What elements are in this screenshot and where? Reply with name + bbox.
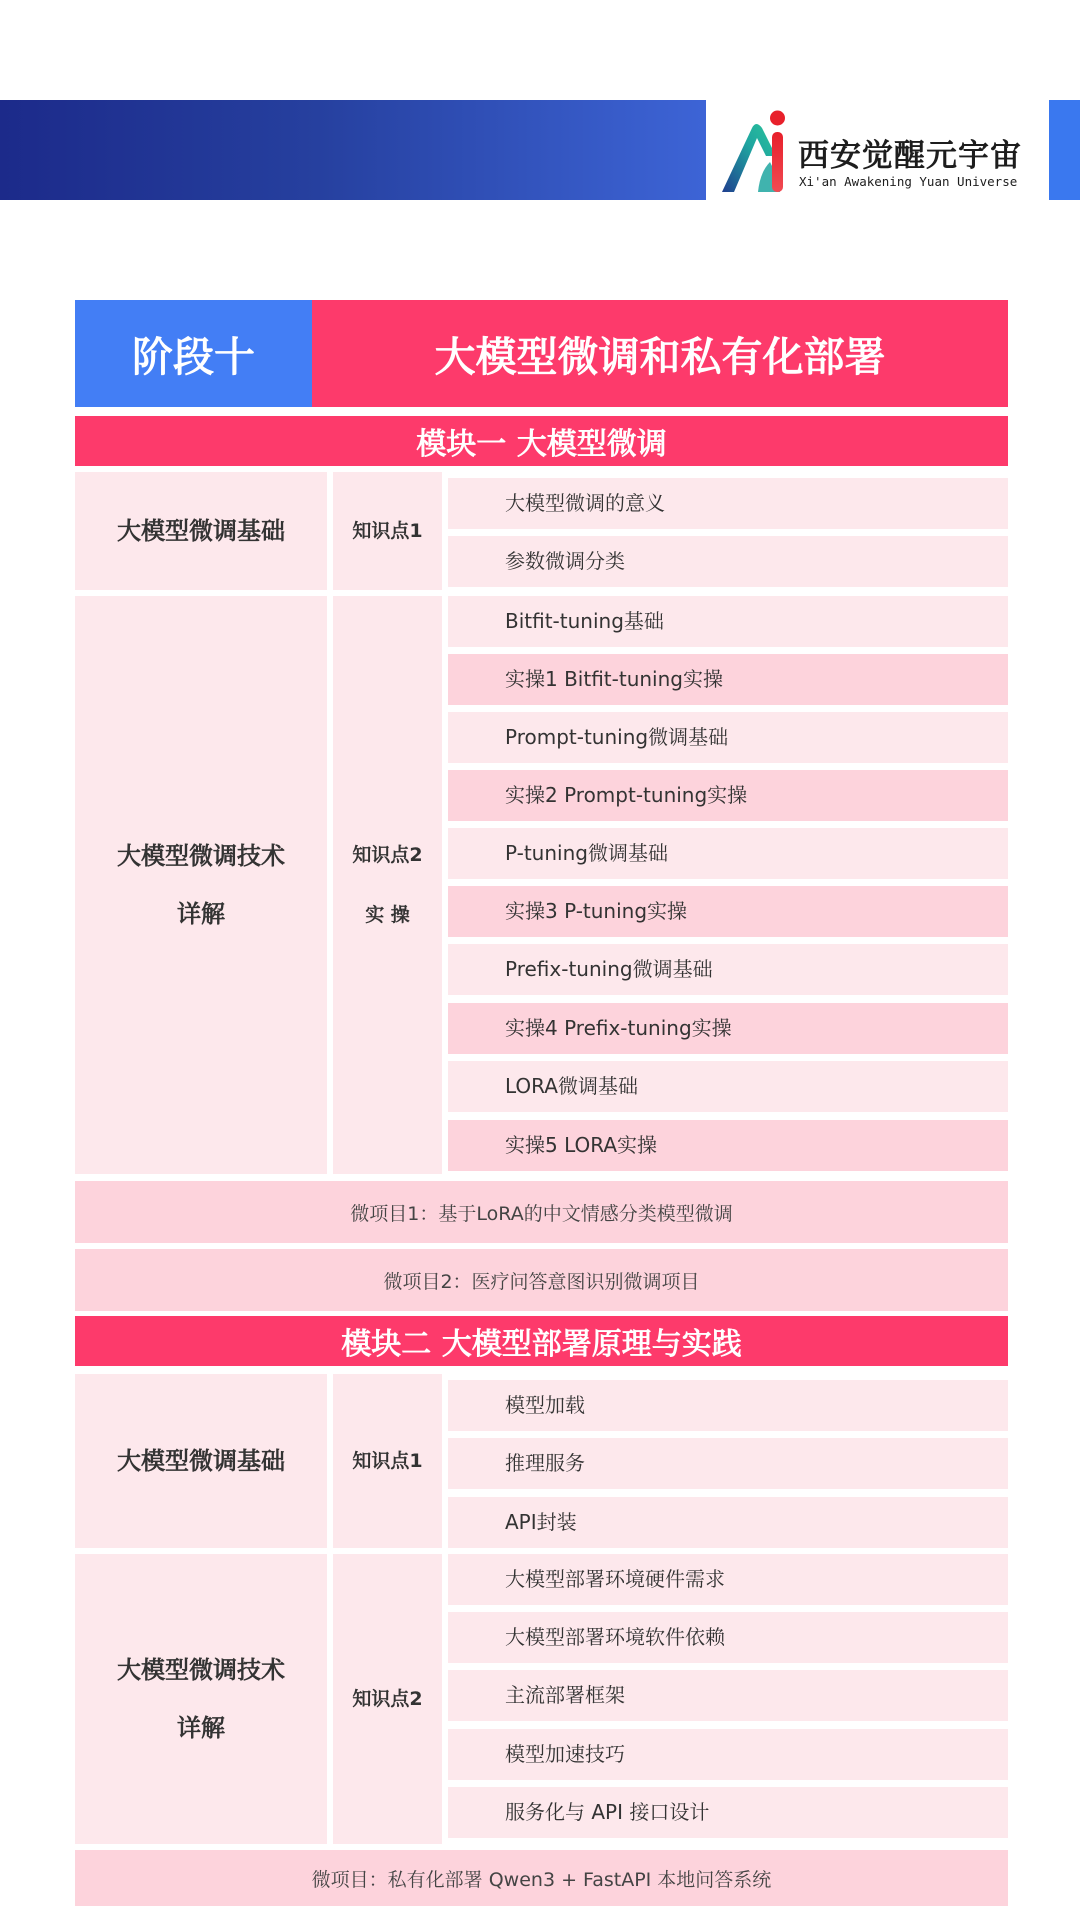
module1-section2-item: LORA微调基础 xyxy=(448,1061,1008,1112)
module2-section1-item: 模型加载 xyxy=(448,1380,1008,1431)
category-line: 详解 xyxy=(177,1714,225,1742)
module1-section2-item: 实操5 LORA实操 xyxy=(448,1120,1008,1171)
stage-title: 大模型微调和私有化部署 xyxy=(312,300,1008,407)
module1-section2-item: 实操4 Prefix-tuning实操 xyxy=(448,1003,1008,1054)
module2-section2-category xyxy=(75,1554,327,1844)
module2-section1-knowledge: 知识点1 xyxy=(333,1374,442,1548)
header-banner-accent xyxy=(1049,100,1080,200)
module1-section1-knowledge: 知识点1 xyxy=(333,472,442,590)
stage-header xyxy=(75,300,1008,407)
module1-section1-category: 大模型微调基础 xyxy=(75,472,327,590)
module2-section2-item: 服务化与 API 接口设计 xyxy=(448,1787,1008,1838)
module2-title: 模块二 大模型部署原理与实践 xyxy=(75,1316,1008,1366)
module2-section2-item: 大模型部署环境硬件需求 xyxy=(448,1554,1008,1605)
brand-name-cn: 西安觉醒元宇宙 xyxy=(798,138,1022,174)
module1-project: 微项目1：基于LoRA的中文情感分类模型微调 xyxy=(75,1181,1008,1243)
brand-logo xyxy=(718,106,1022,196)
module1-section1-item: 参数微调分类 xyxy=(448,536,1008,587)
module1-project: 微项目2：医疗问答意图识别微调项目 xyxy=(75,1249,1008,1311)
module1-section2-item: Bitfit-tuning基础 xyxy=(448,596,1008,647)
module2-section2-item: 大模型部署环境软件依赖 xyxy=(448,1612,1008,1663)
module1-section2-item: Prompt-tuning微调基础 xyxy=(448,712,1008,763)
header-banner xyxy=(0,100,706,200)
stage-label: 阶段十 xyxy=(75,300,312,407)
category-line: 大模型微调技术 xyxy=(117,1656,285,1684)
module2-section2-item: 主流部署框架 xyxy=(448,1670,1008,1721)
ai-logo-icon xyxy=(718,106,794,196)
module1-title: 模块一 大模型微调 xyxy=(75,416,1008,466)
module2-section1-item: 推理服务 xyxy=(448,1438,1008,1489)
module1-section2-item: Prefix-tuning微调基础 xyxy=(448,944,1008,995)
module1-section2-category xyxy=(75,596,327,1174)
module2-section1-item: API封装 xyxy=(448,1497,1008,1548)
module1-section2-item: 实操2 Prompt-tuning实操 xyxy=(448,770,1008,821)
module2-section2-knowledge: 知识点2 xyxy=(333,1554,442,1844)
module1-section2-item: P-tuning微调基础 xyxy=(448,828,1008,879)
knowledge-line: 实 操 xyxy=(365,904,410,926)
module1-section2-knowledge xyxy=(333,596,442,1174)
module2-project: 微项目：私有化部署 Qwen3 + FastAPI 本地问答系统 xyxy=(75,1850,1008,1906)
knowledge-line: 知识点2 xyxy=(352,844,423,866)
category-line: 大模型微调技术 xyxy=(117,842,285,870)
category-line: 详解 xyxy=(177,900,225,928)
module1-section2-item: 实操3 P-tuning实操 xyxy=(448,886,1008,937)
module1-section2-item: 实操1 Bitfit-tuning实操 xyxy=(448,654,1008,705)
module1-section1-item: 大模型微调的意义 xyxy=(448,478,1008,529)
module2-section2-item: 模型加速技巧 xyxy=(448,1729,1008,1780)
module2-section1-category: 大模型微调基础 xyxy=(75,1374,327,1548)
brand-name-en: Xi'an Awakening Yuan Universe xyxy=(799,174,1018,189)
